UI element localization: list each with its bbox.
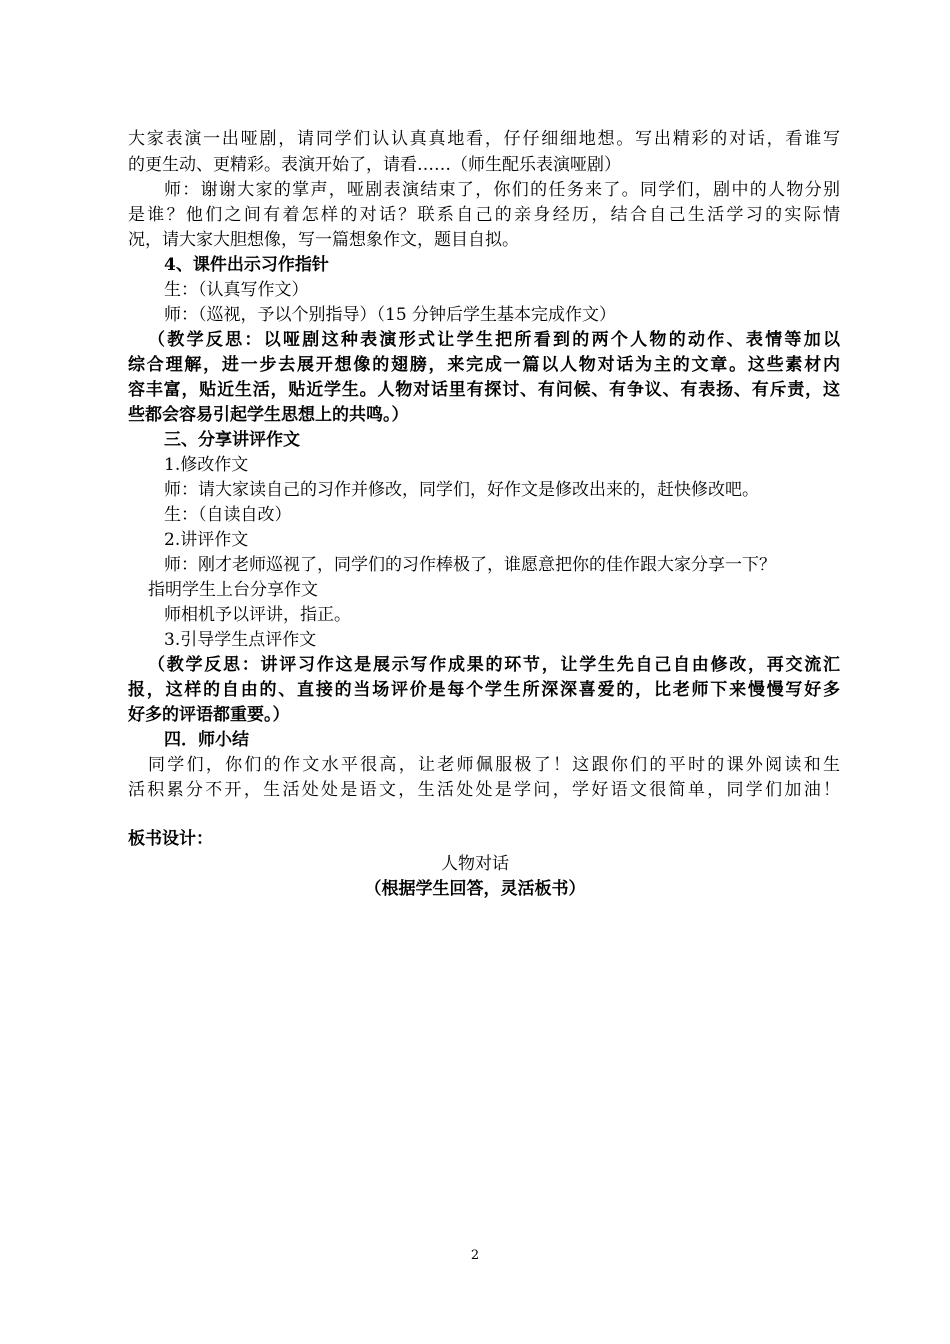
paragraph-line: 大家表演一出哑剧，请同学们认认真真地看，仔仔细细地想。写出精彩的对话，看谁写 xyxy=(128,129,840,149)
paragraph-line: 况，请大家大胆想像，写一篇想象作文，题目自拟。 xyxy=(128,230,519,250)
reflection-line: 报，这样的自由的、直接的当场评价是每个学生所深深喜爱的，比老师下来慢慢写好多 xyxy=(128,680,840,700)
reflection-line: 综合理解，进一步去展开想像的翅膀，来完成一篇以人物对话为主的文章。这些素材内 xyxy=(128,355,840,375)
paragraph-line: 师：请大家读自己的习作并修改，同学们，好作文是修改出来的，赶快修改吧。 xyxy=(164,480,759,500)
paragraph-line: 师：（巡视，予以个别指导）（15 分钟后学生基本完成作文） xyxy=(164,305,617,325)
board-design-label: 板书设计： xyxy=(128,829,213,849)
board-subtitle: （根据学生回答，灵活板书） xyxy=(364,879,586,899)
reflection-line: 容丰富，贴近生活，贴近学生。人物对话里有探讨、有问候、有争议、有表扬、有斥责，这 xyxy=(128,380,840,400)
reflection-line: 好多的评语都重要。） xyxy=(128,705,290,725)
paragraph-line: 师：刚才老师巡视了，同学们的习作棒极了，谁愿意把你的佳作跟大家分享一下？ xyxy=(164,555,776,575)
paragraph-line: 是谁？他们之间有着怎样的对话？联系自己的亲身经历，结合自己生活学习的实际情 xyxy=(128,205,840,225)
reflection-line: 些都会容易引起学生思想上的共鸣。） xyxy=(128,405,409,425)
paragraph-line: 同学们，你们的作文水平很高，让老师佩服极了！这跟你们的平时的课外阅读和生 xyxy=(148,755,840,775)
section-heading: 四．师小结 xyxy=(164,730,249,750)
section-heading: 三、分享讲评作文 xyxy=(164,430,300,450)
subheading: 1.修改作文 xyxy=(164,455,249,475)
paragraph-line: 生：（自读自改） xyxy=(164,505,292,525)
reflection-line: （教学反思：以哑剧这种表演形式让学生把所看到的两个人物的动作、表情等加以 xyxy=(148,330,840,350)
paragraph-line: 指明学生上台分享作文 xyxy=(148,580,318,600)
paragraph-line: 的更生动、更精彩。表演开始了，请看……（师生配乐表演哑剧） xyxy=(128,155,621,175)
subheading: 3.引导学生点评作文 xyxy=(164,630,317,650)
section-heading: 4、课件出示习作指针 xyxy=(164,255,329,275)
board-title: 人物对话 xyxy=(441,854,509,874)
reflection-line: （教学反思：讲评习作这是展示写作成果的环节，让学生先自己自由修改，再交流汇 xyxy=(148,655,840,675)
paragraph-line: 师相机予以评讲，指正。 xyxy=(164,605,351,625)
page-number: 2 xyxy=(470,1248,480,1263)
paragraph-line: 师：谢谢大家的掌声，哑剧表演结束了，你们的任务来了。同学们，剧中的人物分别 xyxy=(164,180,840,200)
paragraph-line: 生：（认真写作文） xyxy=(164,280,309,300)
paragraph-line: 活积累分不开，生活处处是语文，生活处处是学问，学好语文很简单，同学们加油！ xyxy=(128,780,840,800)
subheading: 2.讲评作文 xyxy=(164,530,249,550)
